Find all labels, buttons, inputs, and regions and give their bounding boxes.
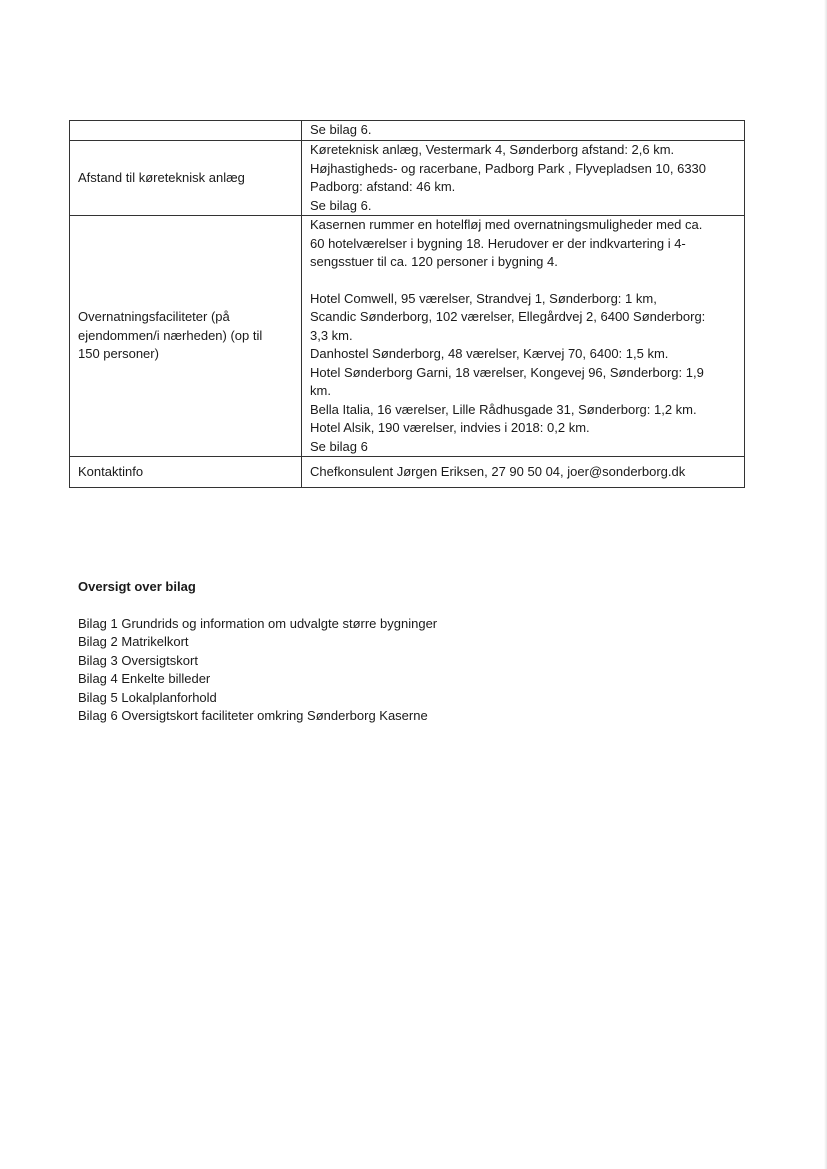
- value-line: Hotel Sønderborg Garni, 18 værelser, Kongevej 96, Sønderborg: 1,9: [310, 364, 704, 380]
- bilag-list: [78, 615, 437, 726]
- bilag-section: [78, 578, 437, 726]
- row-value: Se bilag 6.: [302, 121, 745, 141]
- value-line: Danhostel Sønderborg, 48 værelser, Kærvej 70, 6400: 1,5 km.: [310, 346, 669, 361]
- value-line: Scandic Sønderborg, 102 værelser, Ellegårdvej 2, 6400 Sønderborg:: [310, 309, 706, 324]
- row-label: [70, 216, 302, 457]
- bilag-heading: Oversigt over bilag: [78, 579, 196, 594]
- table-row: [70, 121, 745, 141]
- list-item: Bilag 6 Oversigtskort faciliteter omkring Sønderborg Kaserne: [78, 708, 428, 723]
- value-line: Bella Italia, 16 værelser, Lille Rådhusgade 31, Sønderborg: 1,2 km.: [310, 401, 697, 417]
- table-row: [70, 141, 745, 216]
- list-item: Bilag 4 Enkelte billeder: [78, 671, 211, 686]
- value-line: Hotel Alsik, 190 værelser, indvies i 2018: 0,2 km.: [310, 420, 590, 435]
- row-value: Chefkonsulent Jørgen Eriksen, 27 90 50 04, joer@sonderborg.dk: [302, 457, 745, 488]
- facilities-table: [69, 120, 745, 488]
- row-label: Afstand til køreteknisk anlæg: [70, 141, 302, 216]
- label-line: Overnatningsfaciliteter (på: [78, 309, 230, 325]
- value-line: Køreteknisk anlæg, Vestermark 4, Sønderborg afstand: 2,6 km.: [310, 142, 675, 157]
- list-item: Bilag 2 Matrikelkort: [78, 634, 189, 649]
- value-line: 3,3 km.: [310, 327, 353, 343]
- row-label: [70, 121, 302, 141]
- label-line: ejendommen/i nærheden) (op til: [78, 327, 263, 343]
- value-line: Se bilag 6.: [310, 197, 372, 213]
- value-line: sengsstuer til ca. 120 personer i bygning 4.: [310, 254, 558, 269]
- row-value: [302, 216, 745, 457]
- table-row: [70, 216, 745, 457]
- value-line: Hotel Comwell, 95 værelser, Strandvej 1, Sønderborg: 1 km,: [310, 290, 657, 306]
- value-line: 60 hotelværelser i bygning 18. Herudover er der indkvartering i 4-: [310, 235, 686, 251]
- value-line: Padborg: afstand: 46 km.: [310, 179, 456, 194]
- list-item: Bilag 3 Oversigtskort: [78, 652, 198, 668]
- value-line: Se bilag 6: [310, 438, 368, 454]
- value-line: Højhastigheds- og racerbane, Padborg Park , Flyvepladsen 10, 6330: [310, 160, 707, 176]
- value-line: km.: [310, 383, 331, 398]
- list-item: Bilag 1 Grundrids og information om udvalgte større bygninger: [78, 615, 438, 631]
- value-line: Kasernen rummer en hotelfløj med overnatningsmuligheder med ca.: [310, 217, 703, 232]
- label-line: 150 personer): [78, 346, 159, 362]
- paragraph-gap: [310, 272, 736, 290]
- list-item: Bilag 5 Lokalplanforhold: [78, 689, 217, 705]
- row-label: Kontaktinfo: [70, 457, 302, 488]
- table-row: [70, 457, 745, 488]
- row-value: [302, 141, 745, 216]
